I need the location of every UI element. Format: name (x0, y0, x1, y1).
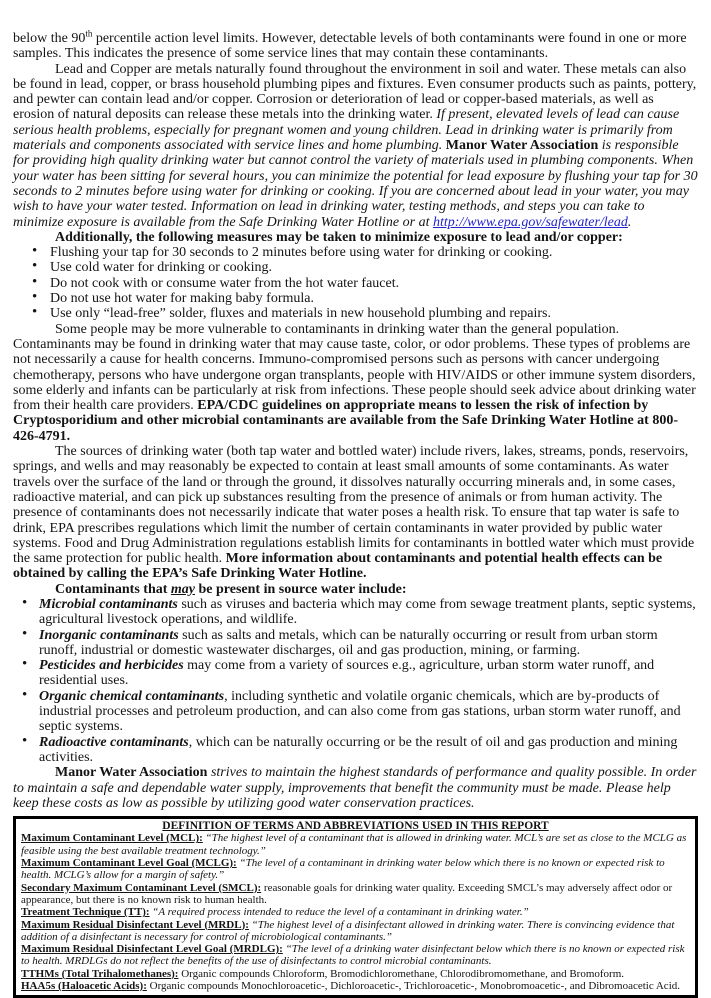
text-run-italic: strives to maintain the highest standards of performance and quality possible. In order to maintain a safe and dependable water supply, improvements that benefit the community must be made. Please help keep these costs as low as possible by utilizing good water conservation practices. (13, 765, 697, 811)
definition-term: Maximum Residual Disinfectant Level Goal (MRDLG): (21, 943, 283, 956)
association-name: Manor Water Association (55, 765, 208, 781)
text-run: The sources of drinking water (both tap water and bottled water) include rivers, lakes, streams, ponds, reservoirs, springs, and wells and may reasonably be expected to contain at least small amounts of some contaminants. As water travels over the surface of the land or through the ground, it dissolves naturally occurring minerals and, in some cases, radioactive material, and can pick up substances resulting from the presence of animals or from human activity. The presence of contaminants does not necessarily indicate that water poses a health risk. To ensure that tap water is safe to drink, EPA prescribes regulations which limit the number of certain contaminants in water provided by public water systems. Food and Drug Administration regulations establish limits for contaminants in bottled water which must provide the same protection for public health. (13, 444, 695, 567)
definition-text: Organic compounds Monochloroacetic-, Dichloroacetic-, Trichloroacetic-, Monobromoacetic-, and Dibromoacetic Acid. (149, 980, 680, 992)
contaminant-item (13, 658, 698, 689)
more-information-text: More information about contaminants and potential health effects can be obtained by calling the EPA’s Safe Drinking Water Hotline. (13, 551, 663, 582)
paragraph-additionally-heading: Additionally, the following measures may be taken to minimize exposure to lead and/or copper: (55, 229, 623, 245)
definition-text: “The highest level of a disinfectant allowed in drinking water. There is convincing evidence that addition of a disinfectant is necessary for control of microbiological contaminants.” (21, 918, 675, 943)
measure-item: • Use cold water for drinking or cooking. (13, 260, 698, 275)
text-run: may come from a variety of sources e.g., agriculture, urban storm water runoff, and residential uses. (39, 658, 655, 689)
paragraph-lead-copper (13, 62, 698, 230)
definition-term: Treatment Technique (TT): (21, 906, 150, 919)
definition-tt (21, 906, 690, 918)
definition-text: “A required process intended to reduce the level of a contaminant in drinking water.” (152, 906, 529, 919)
definition-mclg (21, 857, 690, 882)
contaminant-type: Microbial contaminants (39, 596, 178, 612)
contaminant-item (13, 689, 698, 735)
measure-item: • Use only “lead-free” solder, fluxes and materials in new household plumbing and repairs. (13, 306, 698, 321)
contaminant-type: Pesticides and herbicides (39, 658, 184, 674)
text-run: percentile action level limits. However, detectable levels of both contaminants were found in one or more samples. This indicates the presence of some service lines that may contain these contaminants. (13, 31, 687, 62)
lead-copper-measures-list (13, 245, 698, 321)
text-run-italic: . (627, 214, 632, 230)
definition-text: “The level of a drinking water disinfectant below which there is no known or expected risk to health. MRDLGs do not reflect the benefits of the use of disinfectants to control microbial contaminants. (21, 943, 685, 968)
measure-item: • Flushing your tap for 30 seconds to 2 minutes before using water for drinking or cooking. (13, 245, 698, 260)
definition-term: Secondary Maximum Contaminant Level (SMCL): (21, 881, 262, 894)
epa-safewater-link[interactable]: http://www.epa.gov/safewater/lead (432, 214, 628, 230)
definitions-box-title: DEFINITION OF TERMS AND ABBREVIATIONS USED IN THIS REPORT (162, 820, 549, 833)
contaminant-type: Radioactive contaminants (39, 734, 189, 750)
text-run: , including synthetic and volatile organic chemicals, which are by-products of industrial processes and petroleum production, and can also come from gas stations, urban storm water runoff, and septic systems. (39, 688, 681, 735)
text-run: such as viruses and bacteria which may come from sewage treatment plants, septic systems, agricultural livestock operations, and wildlife. (39, 596, 696, 628)
contaminant-type: Inorganic contaminants (39, 627, 179, 643)
source-contaminants-list (13, 597, 698, 765)
paragraph-action-level (13, 28, 698, 62)
definition-term: HAA5s (Haloacetic Acids): (21, 980, 147, 992)
superscript-th: th (85, 28, 93, 39)
contaminant-item (13, 628, 698, 659)
definition-mrdl (21, 919, 690, 944)
text-run: below the 90 (13, 31, 86, 46)
definitions-box (13, 816, 698, 998)
definition-haa5s (21, 980, 690, 992)
definition-mcl (21, 832, 690, 857)
text-run: be present in source water include: (195, 581, 407, 597)
definition-text: Organic compounds Chloroform, Bromodichloromethane, Chlorodibromomethane, and Bromoform. (181, 967, 625, 980)
text-run: Some people may be more vulnerable to contaminants in drinking water than the general population. Contaminants may be found in drinking water that may cause taste, color, or odor problems. These types of problems are not necessarily a cause for health concerns. Immuno-compromised persons such as persons with cancer undergoing chemotherapy, persons who have undergone organ transplants, people with HIV/AIDS or other immune system disorders, some elderly and infants can be particularly at risk from infections. These people should seek advice about drinking water from their health care providers. (13, 321, 696, 414)
definition-text: reasonable goals for drinking water quality. Exceeding SMCL’s may adversely affect odor or appearance, but there is no known risk to human health. (21, 881, 673, 906)
definition-term: TTHMs (Total Trihalomethanes): (21, 967, 179, 980)
definition-term: Maximum Contaminant Level Goal (MCLG): (21, 857, 237, 870)
contaminant-item (13, 597, 698, 628)
definition-smcl (21, 882, 690, 907)
definition-term: Maximum Residual Disinfectant Level (MRDL): (21, 918, 249, 931)
definition-text: “The highest level of a contaminant that is allowed in drinking water. MCL’s are set as close to the MCLG as feasible using the best available treatment technology.” (21, 832, 687, 857)
definition-term: Maximum Contaminant Level (MCL): (21, 832, 203, 845)
measure-item: • Do not use hot water for making baby formula. (13, 291, 698, 306)
text-run: Lead and Copper are metals naturally found throughout the environment in soil and water. These metals can also be found in lead, copper, or brass household plumbing pipes and fixtures. Even consumer products such as paints, pottery, and pewter can contain lead and/or copper. Corrosion or deterioration of lead or copper-based materials, as well as erosion of natural deposits can release these metals into the drinking water. (13, 61, 697, 123)
text-run: , which can be naturally occurring or be the result of oil and gas production and mining activities. (39, 734, 678, 765)
association-name: Manor Water Association (445, 138, 599, 154)
definition-mrdlg (21, 943, 690, 968)
text-run: such as salts and metals, which can be naturally occurring or result from urban storm runoff, industrial or domestic wastewater discharges, oil and gas production, mining, or farming. (39, 627, 658, 658)
paragraph-closing (13, 765, 698, 811)
definition-tthms (21, 968, 690, 980)
contaminant-item (13, 735, 698, 766)
paragraph-vulnerable-populations (13, 322, 698, 444)
text-run-italic: is responsible for providing high quality drinking water but cannot control the variety of materials used in plumbing components. When your water has been sitting for several hours, you can minimize the potential for lead exposure by flushing your tap for 30 seconds to 2 minutes before using water for drinking or cooking. If you are concerned about lead in your water, you may wish to have your water tested. Information on lead in drinking water, testing methods, and steps you can take to minimize exposure is available from the Safe Drinking Water Hotline or at (13, 138, 698, 230)
emphasized-may: may (170, 581, 196, 597)
paragraph-contaminants-heading (13, 582, 698, 597)
text-run: Contaminants that (55, 581, 171, 597)
definition-text: “The level of a contaminant in drinking water below which there is no known or expected risk to health. MCLG’s allow for a margin of safety.” (21, 857, 665, 882)
contaminant-type: Organic chemical contaminants (39, 688, 225, 704)
epa-cdc-guidelines-text: EPA/CDC guidelines on appropriate means to lessen the risk of infection by Cryptosporidium and other microbial contaminants are available from the Safe Drinking Water Hotline at 800-426-4791. (13, 398, 678, 444)
paragraph-water-sources (13, 444, 698, 582)
measure-item: • Do not cook with or consume water from the hot water faucet. (13, 276, 698, 291)
text-run-italic: If present, elevated levels of lead can cause serious health problems, especially for pregnant women and young children. Lead in drinking water is primarily from materials and components associated with service lines and home plumbing. (13, 107, 680, 154)
